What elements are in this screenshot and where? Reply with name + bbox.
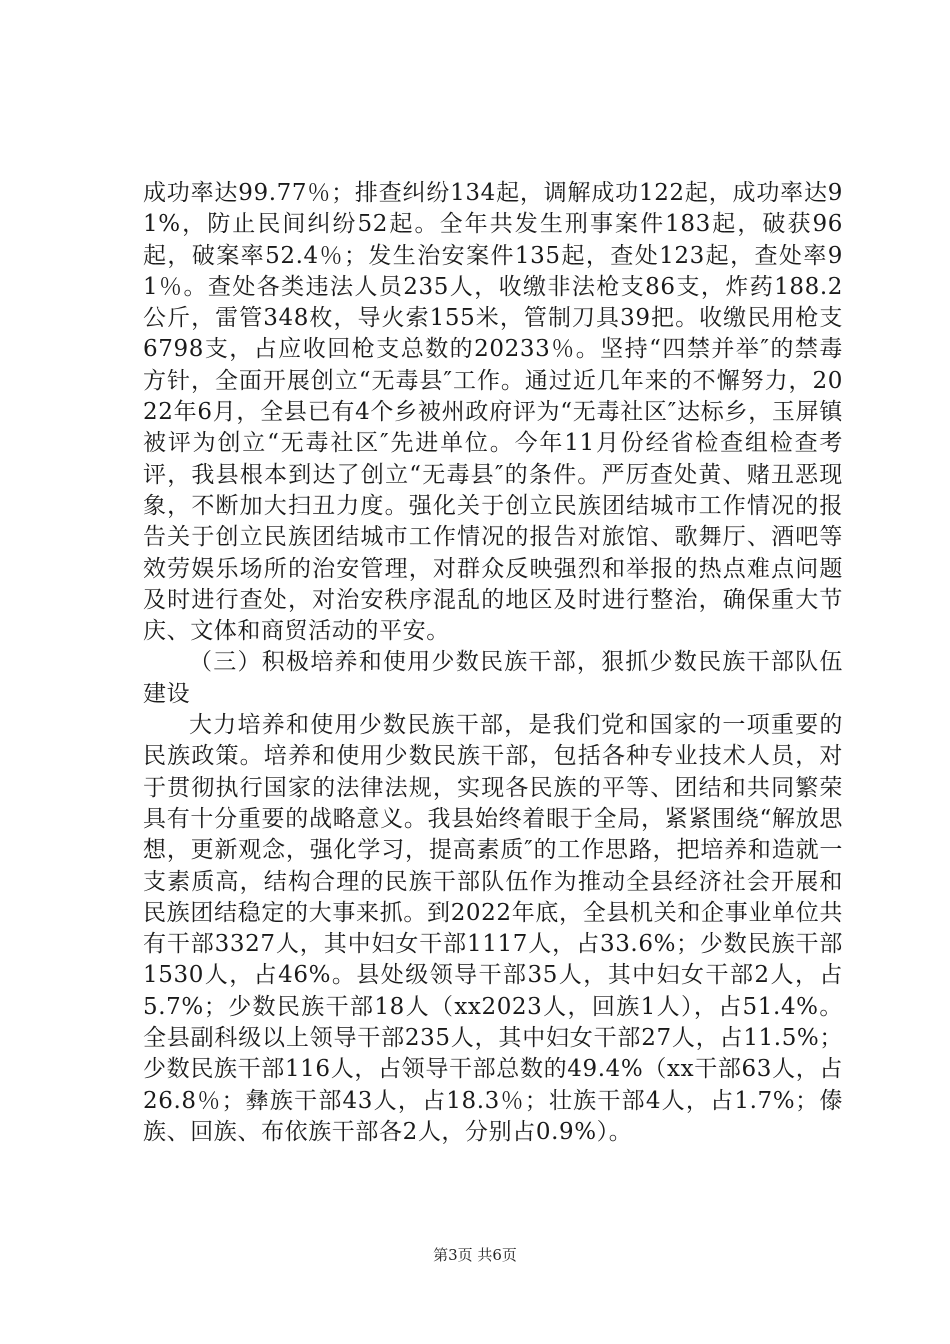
paragraph-cadre-training: 大力培养和使用少数民族干部，是我们党和国家的一项重要的民族政策。培养和使用少数民族干部，包括各种专业技术人员，对于贯彻执行国家的法律法规，实现各民族的平等、团结和共同繁荣具有十分重要的战略意义。我县始终着眼于全局，紧紧围绕“解放思想，更新观念，强化学习，提高素质″的工作思路，把培养和造就一支素质高，结构合理的民族干部队伍作为推动全县经济社会开展和民族团结稳定的大事来抓。到2022年底，全县机关和企事业单位共有干部3327人，其中妇女干部1117人，占33.6%；少数民族干部1530人，占46%。县处级领导干部35人，其中妇女干部2人，占5.7%；少数民族干部18人（xx2023人，回族1人），占51.4%。全县副科级以上领导干部235人，其中妇女干部27人，占11.5%；少数民族干部116人，占领导干部总数的49.4%（xx干部63人，占26.8％；彝族干部43人，占18.3％；壮族干部4人，占1.7%；傣族、回族、布依族干部各2人，分别占0.9%）。 (143, 712, 843, 1145)
document-body (143, 178, 843, 1148)
paragraph-public-security: 成功率达99.77％；排查纠纷134起，调解成功122起，成功率达91%，防止民间纠纷52起。全年共发生刑事案件183起，破获96起，破案率52.4％；发生治安案件135起，查处123起，查处率91％。查处各类违法人员235人，收缴非法枪支86支，炸药188.2公斤，雷管348枚，导火索155米，管制刀具39把。收缴民用枪支6798支，占应收回枪支总数的20233％。坚持“四禁并举″的禁毒方针，全面开展创立“无毒县″工作。通过近几年来的不懈努力，2022年6月，全县已有4个乡被州政府评为“无毒社区″达标乡，玉屏镇被评为创立“无毒社区″先进单位。今年11月份经省检查组检查考评，我县根本到达了创立“无毒县″的条件。严厉查处黄、赌丑恶现象，不断加大扫丑力度。强化关于创立民族团结城市工作情况的报告关于创立民族团结城市工作情况的报告对旅馆、歌舞厅、酒吧等效劳娱乐场所的治安管理，对群众反映强烈和举报的热点难点问题及时进行查处，对治安秩序混乱的地区及时进行整治，确保重大节庆、文体和商贸活动的平安。 (143, 180, 843, 645)
section-heading-cadres: （三）积极培养和使用少数民族干部，狠抓少数民族干部队伍建设 (143, 649, 843, 707)
page-number-footer: 第3页 共6页 (433, 1246, 517, 1264)
